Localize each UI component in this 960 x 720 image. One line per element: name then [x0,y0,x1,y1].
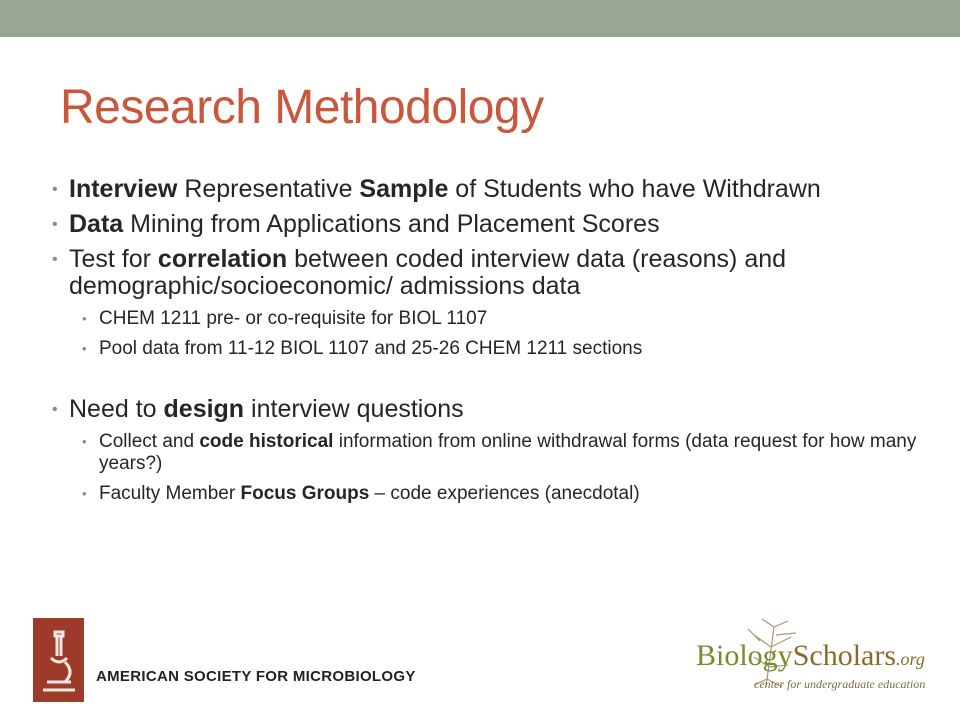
text: Collect and [99,431,200,452]
bold-text: correlation [157,245,288,273]
bold-text: Focus Groups [240,483,370,504]
biology-scholars-logo [696,617,936,705]
text: of Students who have Withdrawn [448,175,821,203]
biology-scholars-wordmark [696,639,925,673]
subbullet-focus-groups [52,483,922,505]
biology-scholars-tagline: center for undergraduate education [754,677,926,691]
text: .org [896,649,925,669]
text: Mining from Applications and Placement Scores [123,210,660,238]
text: – code experiences (anecdotal) [369,483,640,504]
bullet-design-questions [52,396,922,423]
bold-text: Sample [359,175,449,203]
subbullet-chem-prereq [52,308,922,330]
text: Faculty Member [99,483,241,504]
top-accent-bar [0,0,960,37]
text: Pool data from 11-12 BIOL 1107 and 25-26 CHEM 1211 sections [99,338,643,359]
text: information from online withdrawal forms (data request for how many years?) [99,431,917,474]
asm-name: AMERICAN SOCIETY FOR MICROBIOLOGY [96,668,416,685]
text: Scholars [792,639,897,672]
subbullet-pool-data [52,338,922,360]
text: Biology [696,639,793,672]
text: between coded interview data (reasons) and demographic/socioeconomic/ admissions data [69,245,787,300]
bold-text: design [163,395,245,423]
slide-title: Research Methodology [60,81,544,134]
text: CHEM 1211 pre- or co-requisite for BIOL 1107 [99,308,488,329]
text: Need to [69,395,164,423]
bullet-data-mining [52,211,922,238]
text: Test for [69,245,158,273]
bullet-correlation [52,246,922,300]
bold-text: code historical [199,431,334,452]
bullet-interview [52,176,922,203]
text: Representative [177,175,360,203]
bold-text: Data [69,210,124,238]
bold-text: Interview [69,175,178,203]
slide-content [52,168,922,505]
asm-logo-icon [33,618,84,702]
text: interview questions [244,395,464,423]
subbullet-collect-code [52,431,922,475]
